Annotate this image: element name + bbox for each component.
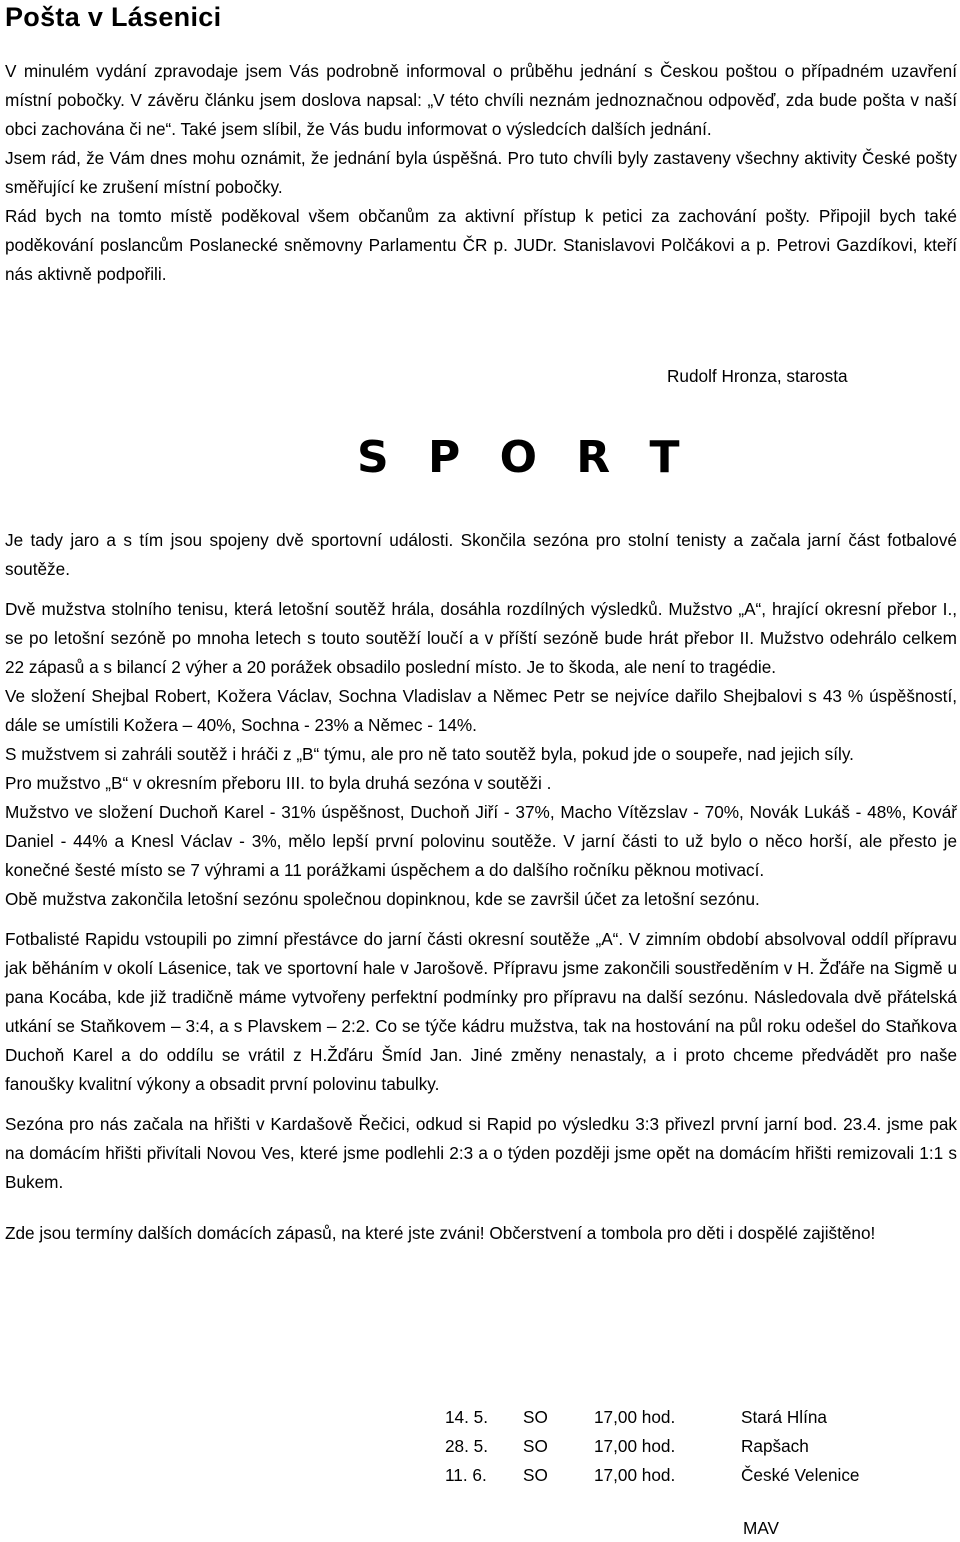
tennis-paragraph: Pro mužstvo „B“ v okresním přeboru III. to byla druhá sezóna v soutěži . xyxy=(5,773,552,793)
match-opponent: České Velenice xyxy=(741,1465,860,1485)
season-paragraph: Sezóna pro nás začala na hřišti v Kardašově Řečici, odkud si Rapid po výsledku 3:3 přivezl první jarní bod. 23.4. jsme pak na domácím hřišti přivítali Novou Ves, které jsme podlehli 2:3 a o týden později jsme opět na domácím hřišti remizovali 1:1 s Bukem. xyxy=(5,1114,957,1192)
tennis-paragraph: Mužstvo ve složení Duchoň Karel - 31% úspěšnost, Duchoň Jiří - 37%, Macho Vítězslav - 70%, Novák Lukáš - 48%, Kovář Daniel - 44% a Knesl Václav - 3%, mělo lepší první polovinu soutěže. V jarní části to už bylo o něco horší, ale přesto je konečné šesté místo se 7 výhrami a 11 porážkami úspěchem a do dalšího ročníku pěknou motivací. xyxy=(5,802,957,880)
match-opponent: Rapšach xyxy=(741,1436,809,1456)
sport-article-body xyxy=(5,526,957,1248)
sport-author: MAV xyxy=(743,1518,779,1538)
post-paragraph: Jsem rád, že Vám dnes mohu oznámit, že jednání byla úspěšná. Pro tuto chvíli byly zastaveny všechny aktivity České pošty směřující ke zrušení místní pobočky. xyxy=(5,148,957,197)
match-day: SO xyxy=(523,1407,548,1427)
match-time: 17,00 hod. xyxy=(594,1436,676,1456)
table-row xyxy=(445,1461,859,1490)
match-day: SO xyxy=(523,1436,548,1456)
match-time: 17,00 hod. xyxy=(594,1465,676,1485)
tennis-paragraph: Dvě mužstva stolního tenisu, která letošní soutěž hrála, dosáhla rozdílných výsledků. Mužstvo „A“, hrající okresní přebor I., se po letošní sezóně po mnoha letech s touto soutěží loučí a v příští sezóně bude hrát přebor II. Mužstvo odehrálo celkem 22 zápasů a s bilancí 2 výher a 20 porážek obsadilo poslední místo. Je to škoda, ale není to tragédie. xyxy=(5,599,957,677)
sport-intro: Je tady jaro a s tím jsou spojeny dvě sportovní události. Skončila sezóna pro stolní tenisty a začala jarní část fotbalové soutěže. xyxy=(5,530,957,579)
post-paragraph: V minulém vydání zpravodaje jsem Vás podrobně informoval o průběhu jednání s Českou poštou o případném uzavření místní pobočky. V závěru článku jsem doslova napsal: „V této chvíli neznám jednoznačnou odpověď, zda bude pošta v naší obci zachována či ne“. Také jsem slíbil, že Vás budu informovat o výsledcích dalších jednání. xyxy=(5,61,957,139)
match-time: 17,00 hod. xyxy=(594,1407,676,1427)
match-opponent: Stará Hlína xyxy=(741,1407,827,1427)
post-signature: Rudolf Hronza, starosta xyxy=(667,366,848,386)
table-row xyxy=(445,1403,859,1432)
table-row xyxy=(445,1432,859,1461)
football-paragraph: Fotbalisté Rapidu vstoupili po zimní přestávce do jarní části okresní soutěže „A“. V zimním období absolvoval oddíl přípravu jak běháním v okolí Lásenice, tak ve sportovní hale v Jarošově. Přípravu jsme zakončili soustředěním v H. Žďáře na Sigmě u pana Kocába, kde již tradičně máme vytvořeny perfektní podmínky pro přípravu na další sezónu. Následovala dvě přátelská utkání se Staňkovem – 3:4, a s Plavskem – 2:2. Co se týče kádru mužstva, tak na hostování na půl roku odešel do Staňkova Duchoň Karel a do oddílu se vrátil z H.Žďáru Šmíd Jan. Jiné změny nenastaly, a i proto chceme předvádět pro naše fanoušky kvalitní výkony a obsadit první polovinu tabulky. xyxy=(5,929,957,1094)
post-paragraph: Rád bych na tomto místě poděkoval všem občanům za aktivní přístup k petici za zachování pošty. Připojil bych také poděkování poslancům Poslanecké sněmovny Parlamentu ČR p. JUDr. Stanislavovi Polčákovi a p. Petrovi Gazdíkovi, kteří nás aktivně podpořili. xyxy=(5,206,957,284)
post-article-body xyxy=(5,57,957,289)
tennis-paragraph: Obě mužstva zakončila letošní sezónu společnou dopinknou, kde se završil účet za letošní sezónu. xyxy=(5,889,760,909)
tennis-paragraph: S mužstvem si zahráli soutěž i hráči z „B“ týmu, ale pro ně tato soutěž byla, pokud jde o soupeře, nad jejich síly. xyxy=(5,744,854,764)
match-date: 14. 5. xyxy=(445,1407,489,1427)
match-day: SO xyxy=(523,1465,548,1485)
invite-paragraph: Zde jsou termíny dalších domácích zápasů, na které jste zváni! Občerstvení a tombola pro děti i dospělé zajištěno! xyxy=(5,1223,876,1243)
match-date: 28. 5. xyxy=(445,1436,489,1456)
article-title-posta: Pošta v Lásenici xyxy=(5,2,222,32)
tennis-paragraph: Ve složení Shejbal Robert, Kožera Václav, Sochna Vladislav a Němec Petr se nejvíce dařilo Shejbalovi s 43 % úspěšností, dále se umístili Kožera – 40%, Sochna - 23% a Němec - 14%. xyxy=(5,686,957,735)
match-date: 11. 6. xyxy=(445,1465,487,1485)
sport-heading: S P O R T xyxy=(357,432,692,483)
match-schedule-table xyxy=(445,1403,859,1490)
